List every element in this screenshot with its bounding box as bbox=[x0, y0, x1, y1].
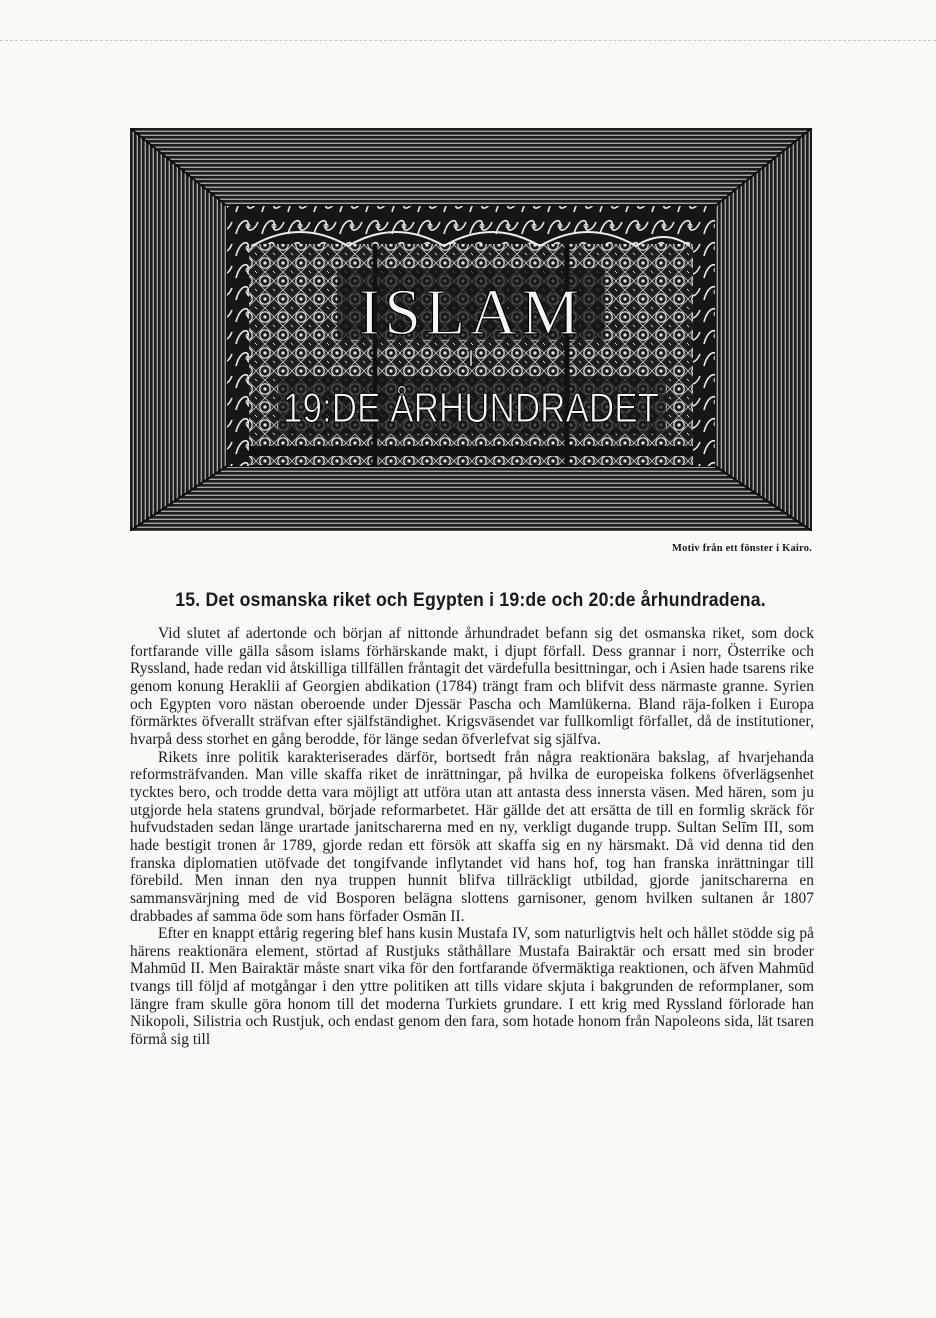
body-text bbox=[130, 625, 814, 1049]
header-title-sub: 19:DE ÅRHUNDRADET bbox=[283, 384, 659, 431]
chapter-heading-text: 15. Det osmanska riket och Egypten i 19:de och 20:de århundradena. bbox=[175, 590, 767, 611]
header-title-conj: I bbox=[467, 346, 475, 372]
paragraph: Rikets inre politik karakteriserades därför, bortsedt från några reaktionära bakslag, af hvarjehanda reformsträfvanden. Man ville skaffa riket de inrättningar, på hvilka de europeiska folkens öfverlägsenhet tycktes bero, och trodde detta vara möjligt att utföra utan att antasta dess innersta väsen. Med hären, som ju utgjorde hela statens grundval, började reformarbetet. Här gällde det att ersätta de till en formlig skräck för hufvudstaden sedan länge urartade janitscharerna med en ny, verkligt dugande trupp. Sultan Selīm III, som hade bestigit tronen år 1789, gjorde redan ett försök att skaffa sig en ny härsmakt. Då vid denna tid den franska diplomatien utöfvade det tongifvande inflytandet vid hans hof, tog han franska inrättningar till förebild. Men innan den nya truppen hunnit blifva tillräckligt utbildad, gjorde janitscharerna en sammansvärjning med de vid Bosporen belägna slottens garnisoner, genom hvilken sultanen år 1807 drabbades af samma öde som hans förfader Osmān II. bbox=[130, 748, 814, 925]
header-illustration bbox=[130, 128, 812, 531]
header-title-main: ISLAM bbox=[358, 276, 584, 349]
illustration-caption: Motiv från ett fönster i Kairo. bbox=[672, 543, 812, 554]
paragraph: Vid slutet af adertonde och början af nittonde århundradet befann sig det osmanska riket, som dock fortfarande ville gälla såsom islams förhärskande makt, i djupt förfall. Dess grannar i norr, Österrike och Ryssland, hade redan vid åtskilliga tillfällen fråntagit det värdefulla besittningar, och i Asien hade tsarens rike genom konung Heraklii af Georgien abdikation (1784) trängt fram och blifvit dess närmaste granne. Syrien och Egypten voro nästan oberoende under Djessär Pascha och Mamlükerna. Bland räja-folken i Europa förmärktes öfverallt sträfvan efter själfständighet. Krigsväsendet var fullkomligt förfallet, då de institutioner, hvarpå dess storhet en gång berodde, för länge sedan öfverlefvat sig själfva. bbox=[130, 625, 814, 748]
paragraph: Efter en knappt ettårig regering blef hans kusin Mustafa IV, som naturligtvis helt och hållet stödde sig på härens reaktionära element, störtad af Rustjuks ståthållare Mustafa Bairaktär och ersatt med sin broder Mahmūd II. Men Bairaktär måste snart vika för den fortfarande öfvermäktiga reaktionen, och äfven Mahmūd tvangs till följd af motgångar i den yttre politiken att tills vidare skjuta i bakgrunden de reformplaner, som längre fram skulle göra honom till det moderna Turkiets grundare. I ett krig med Ryssland förlorade han Nikopoli, Silistria och Rustjuk, och endast genom den fara, som hotade honom från Napoleons sida, lät tsaren förmå sig till bbox=[130, 925, 814, 1049]
chapter-heading bbox=[130, 590, 812, 612]
page-edge-line bbox=[0, 40, 936, 41]
